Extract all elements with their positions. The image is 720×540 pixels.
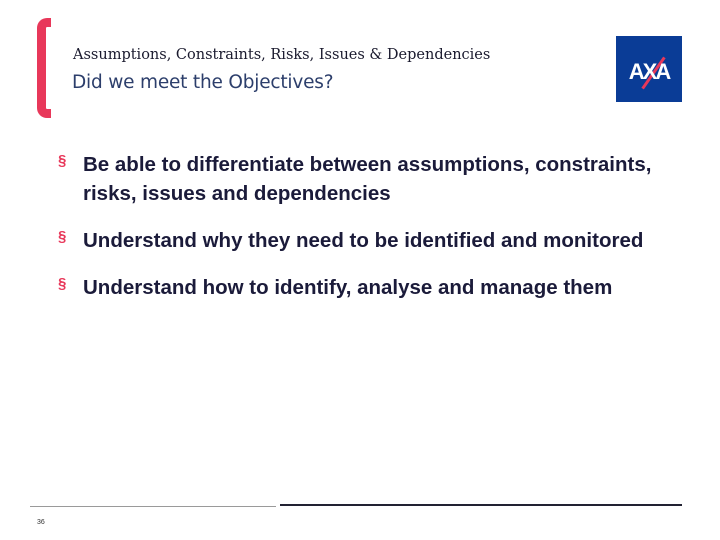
bullet-text: Be able to differentiate between assumptions, constraints, risks, issues and dependencies bbox=[83, 153, 652, 205]
bullet-marker-icon: § bbox=[58, 275, 67, 292]
footer-divider-left bbox=[30, 506, 276, 507]
bullet-text: Understand how to identify, analyse and manage them bbox=[83, 276, 613, 299]
bullet-marker-icon: § bbox=[58, 152, 67, 169]
bullet-text: Understand why they need to be identified and monitored bbox=[83, 229, 644, 252]
header-subtitle: Assumptions, Constraints, Risks, Issues & Dependencies bbox=[73, 47, 491, 63]
list-item bbox=[58, 273, 678, 302]
list-item bbox=[58, 150, 678, 208]
list-item bbox=[58, 226, 678, 255]
axa-logo bbox=[616, 36, 682, 102]
bullet-list bbox=[58, 150, 678, 320]
page-number: 36 bbox=[37, 519, 45, 526]
header-bracket bbox=[37, 18, 51, 118]
logo-text: AXA bbox=[628, 59, 670, 84]
footer-divider-right bbox=[280, 504, 682, 506]
page-title: Did we meet the Objectives? bbox=[72, 72, 334, 93]
bullet-marker-icon: § bbox=[58, 228, 67, 245]
